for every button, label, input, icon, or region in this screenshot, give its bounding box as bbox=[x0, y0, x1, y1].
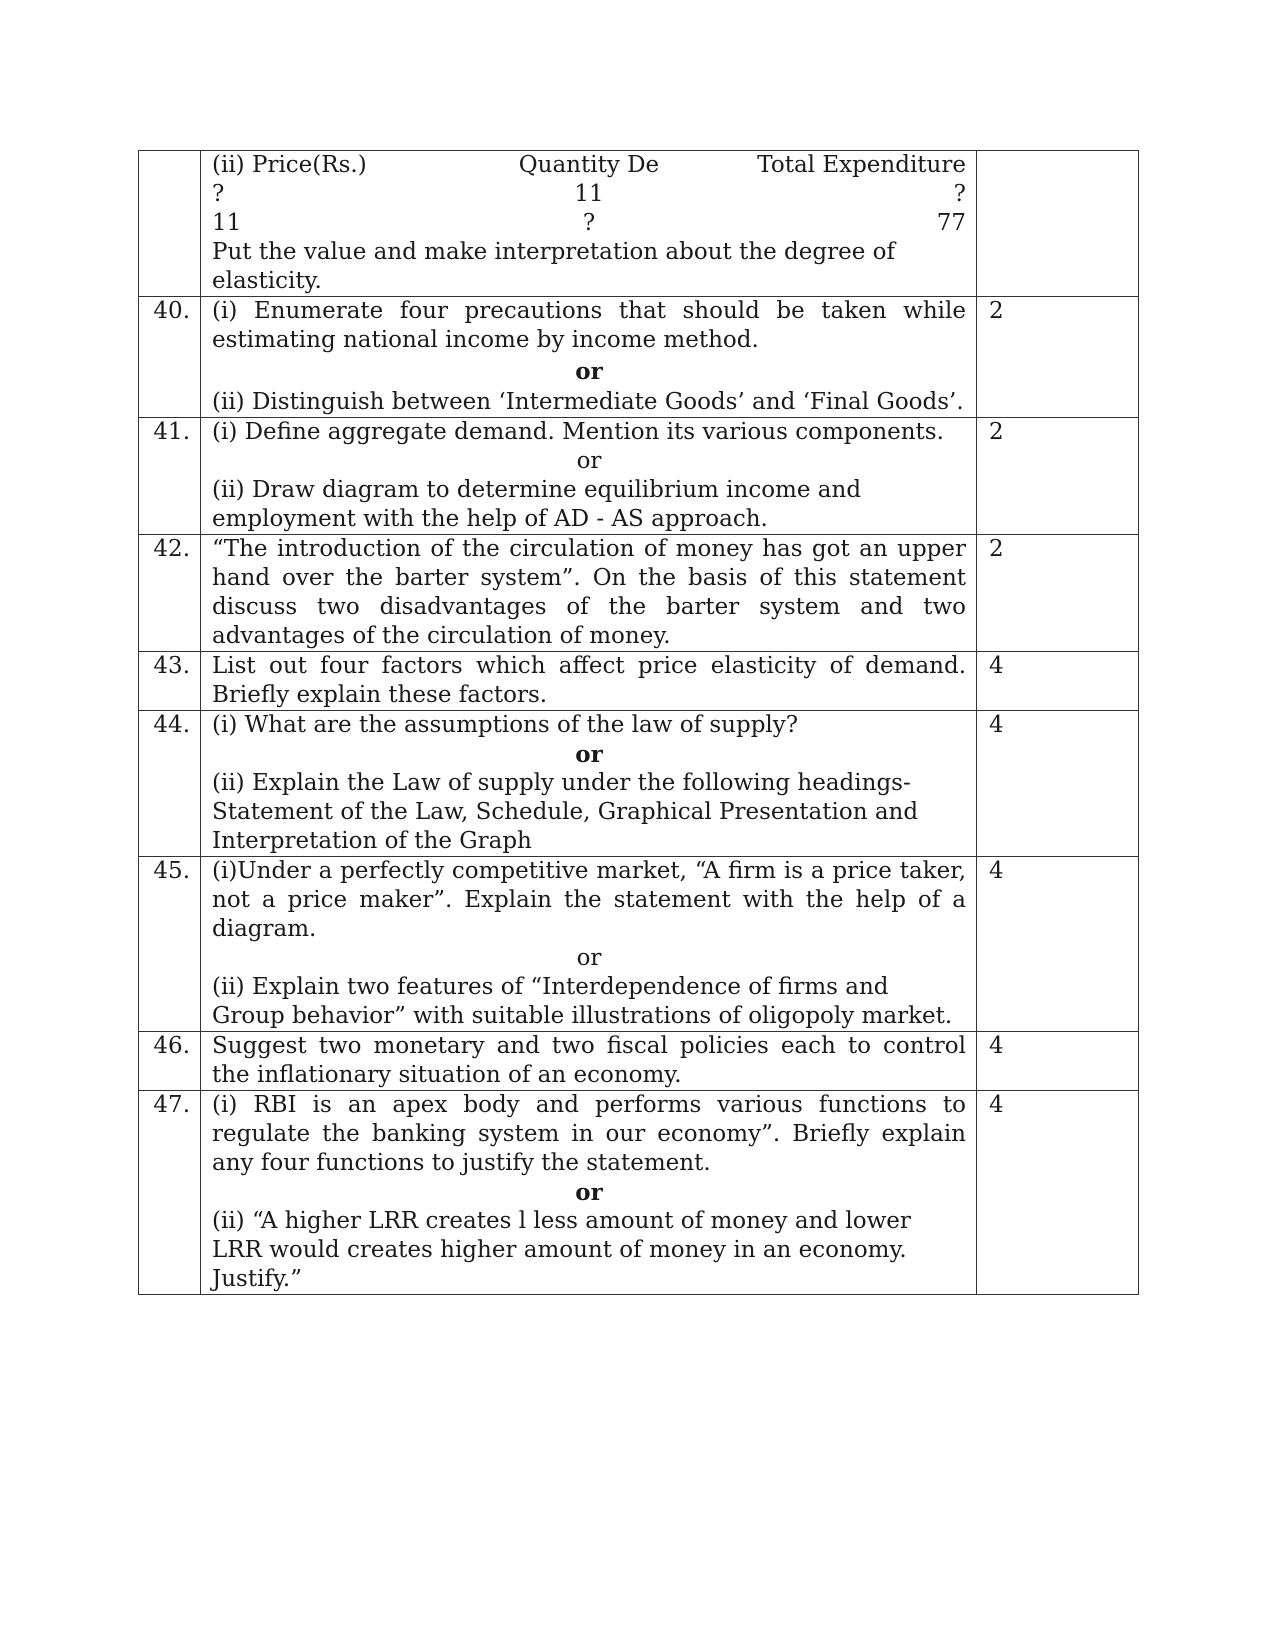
question-text bbox=[201, 418, 977, 535]
question-number: 47. bbox=[139, 1091, 201, 1295]
question-text bbox=[201, 297, 977, 418]
table-row bbox=[139, 151, 1139, 297]
question-part-1: (i) Define aggregate demand. Mention its various components. bbox=[212, 419, 944, 445]
question-marks: 4 bbox=[977, 711, 1139, 857]
question-number: 42. bbox=[139, 535, 201, 652]
table-row bbox=[139, 857, 1139, 1032]
question-number: 41. bbox=[139, 418, 201, 535]
question-marks: 4 bbox=[977, 652, 1139, 711]
table-row bbox=[139, 297, 1139, 418]
or-separator: or bbox=[575, 358, 603, 385]
inner-cell: ? bbox=[953, 181, 966, 207]
question-marks: 2 bbox=[977, 297, 1139, 418]
inner-header-quantity: Quantity De bbox=[518, 152, 660, 178]
question-part-2: (ii) Explain the Law of supply under the following headings- Statement of the Law, Schedule, Graphical Presentation and Interpretation of the Graph bbox=[212, 770, 919, 854]
question-marks bbox=[977, 151, 1139, 297]
inner-table-row bbox=[212, 209, 966, 238]
question-part-1: (i) Enumerate four precautions that should be taken while estimating national income by income method. bbox=[212, 298, 966, 353]
question-text: Suggest two monetary and two fiscal policies each to control the inflationary situation of an economy. bbox=[201, 1032, 977, 1091]
question-part-2: (ii) Distinguish between ‘Intermediate Goods’ and ‘Final Goods’. bbox=[212, 389, 964, 415]
question-marks: 4 bbox=[977, 857, 1139, 1032]
or-separator: or bbox=[575, 1179, 603, 1206]
question-text: List out four factors which affect price elasticity of demand. Briefly explain these factors. bbox=[201, 652, 977, 711]
or-separator: or bbox=[576, 945, 602, 971]
question-part-2: (ii) Explain two features of “Interdependence of firms and Group behavior” with suitable illustrations of oligopoly market. bbox=[212, 974, 953, 1029]
question-marks: 4 bbox=[977, 1032, 1139, 1091]
question-page bbox=[138, 150, 1138, 1295]
question-part-1: (i) What are the assumptions of the law of supply? bbox=[212, 712, 799, 738]
question-text: “The introduction of the circulation of money has got an upper hand over the barter system”. On the basis of this statement discuss two disadvantages of the barter system and two advantages of the circulation of money. bbox=[201, 535, 977, 652]
inner-cell: 11 bbox=[212, 210, 242, 236]
question-number: 45. bbox=[139, 857, 201, 1032]
question-marks: 2 bbox=[977, 418, 1139, 535]
question-part-1: (i) RBI is an apex body and performs various functions to regulate the banking system in our economy”. Briefly explain any four functions to justify the statement. bbox=[212, 1092, 966, 1176]
inner-cell: 11 bbox=[574, 181, 604, 207]
question-number: 46. bbox=[139, 1032, 201, 1091]
inner-cell: ? bbox=[212, 181, 225, 207]
question-number: 44. bbox=[139, 711, 201, 857]
question-text bbox=[201, 711, 977, 857]
inner-table-row bbox=[212, 180, 966, 209]
inner-cell: ? bbox=[582, 210, 596, 236]
question-number bbox=[139, 151, 201, 297]
inner-cell: 77 bbox=[936, 210, 966, 236]
table-row bbox=[139, 711, 1139, 857]
question-part-2: (ii) “A higher LRR creates l less amount of money and lower LRR would creates higher amount of money in an economy. Justify.” bbox=[212, 1208, 911, 1292]
question-text bbox=[201, 151, 977, 297]
question-number: 40. bbox=[139, 297, 201, 418]
table-row bbox=[139, 535, 1139, 652]
question-marks: 4 bbox=[977, 1091, 1139, 1295]
question-marks: 2 bbox=[977, 535, 1139, 652]
question-text bbox=[201, 1091, 977, 1295]
inner-header-expenditure: Total Expenditure bbox=[757, 152, 966, 178]
inner-header-price: (ii) Price(Rs.) bbox=[212, 152, 367, 178]
inner-table-header bbox=[212, 151, 966, 180]
question-number: 43. bbox=[139, 652, 201, 711]
table-row bbox=[139, 1032, 1139, 1091]
table-row bbox=[139, 1091, 1139, 1295]
question-table bbox=[138, 150, 1139, 1295]
table-row bbox=[139, 652, 1139, 711]
or-separator: or bbox=[575, 741, 603, 768]
or-separator: or bbox=[576, 448, 602, 474]
table-row bbox=[139, 418, 1139, 535]
question-part-1: (i)Under a perfectly competitive market, “A firm is a price taker, not a price maker”. Explain the statement with the help of a diagram. bbox=[212, 858, 966, 942]
question-instruction: Put the value and make interpretation about the degree of elasticity. bbox=[212, 239, 896, 294]
question-text bbox=[201, 857, 977, 1032]
question-part-2: (ii) Draw diagram to determine equilibrium income and employment with the help of AD - AS approach. bbox=[212, 477, 862, 532]
